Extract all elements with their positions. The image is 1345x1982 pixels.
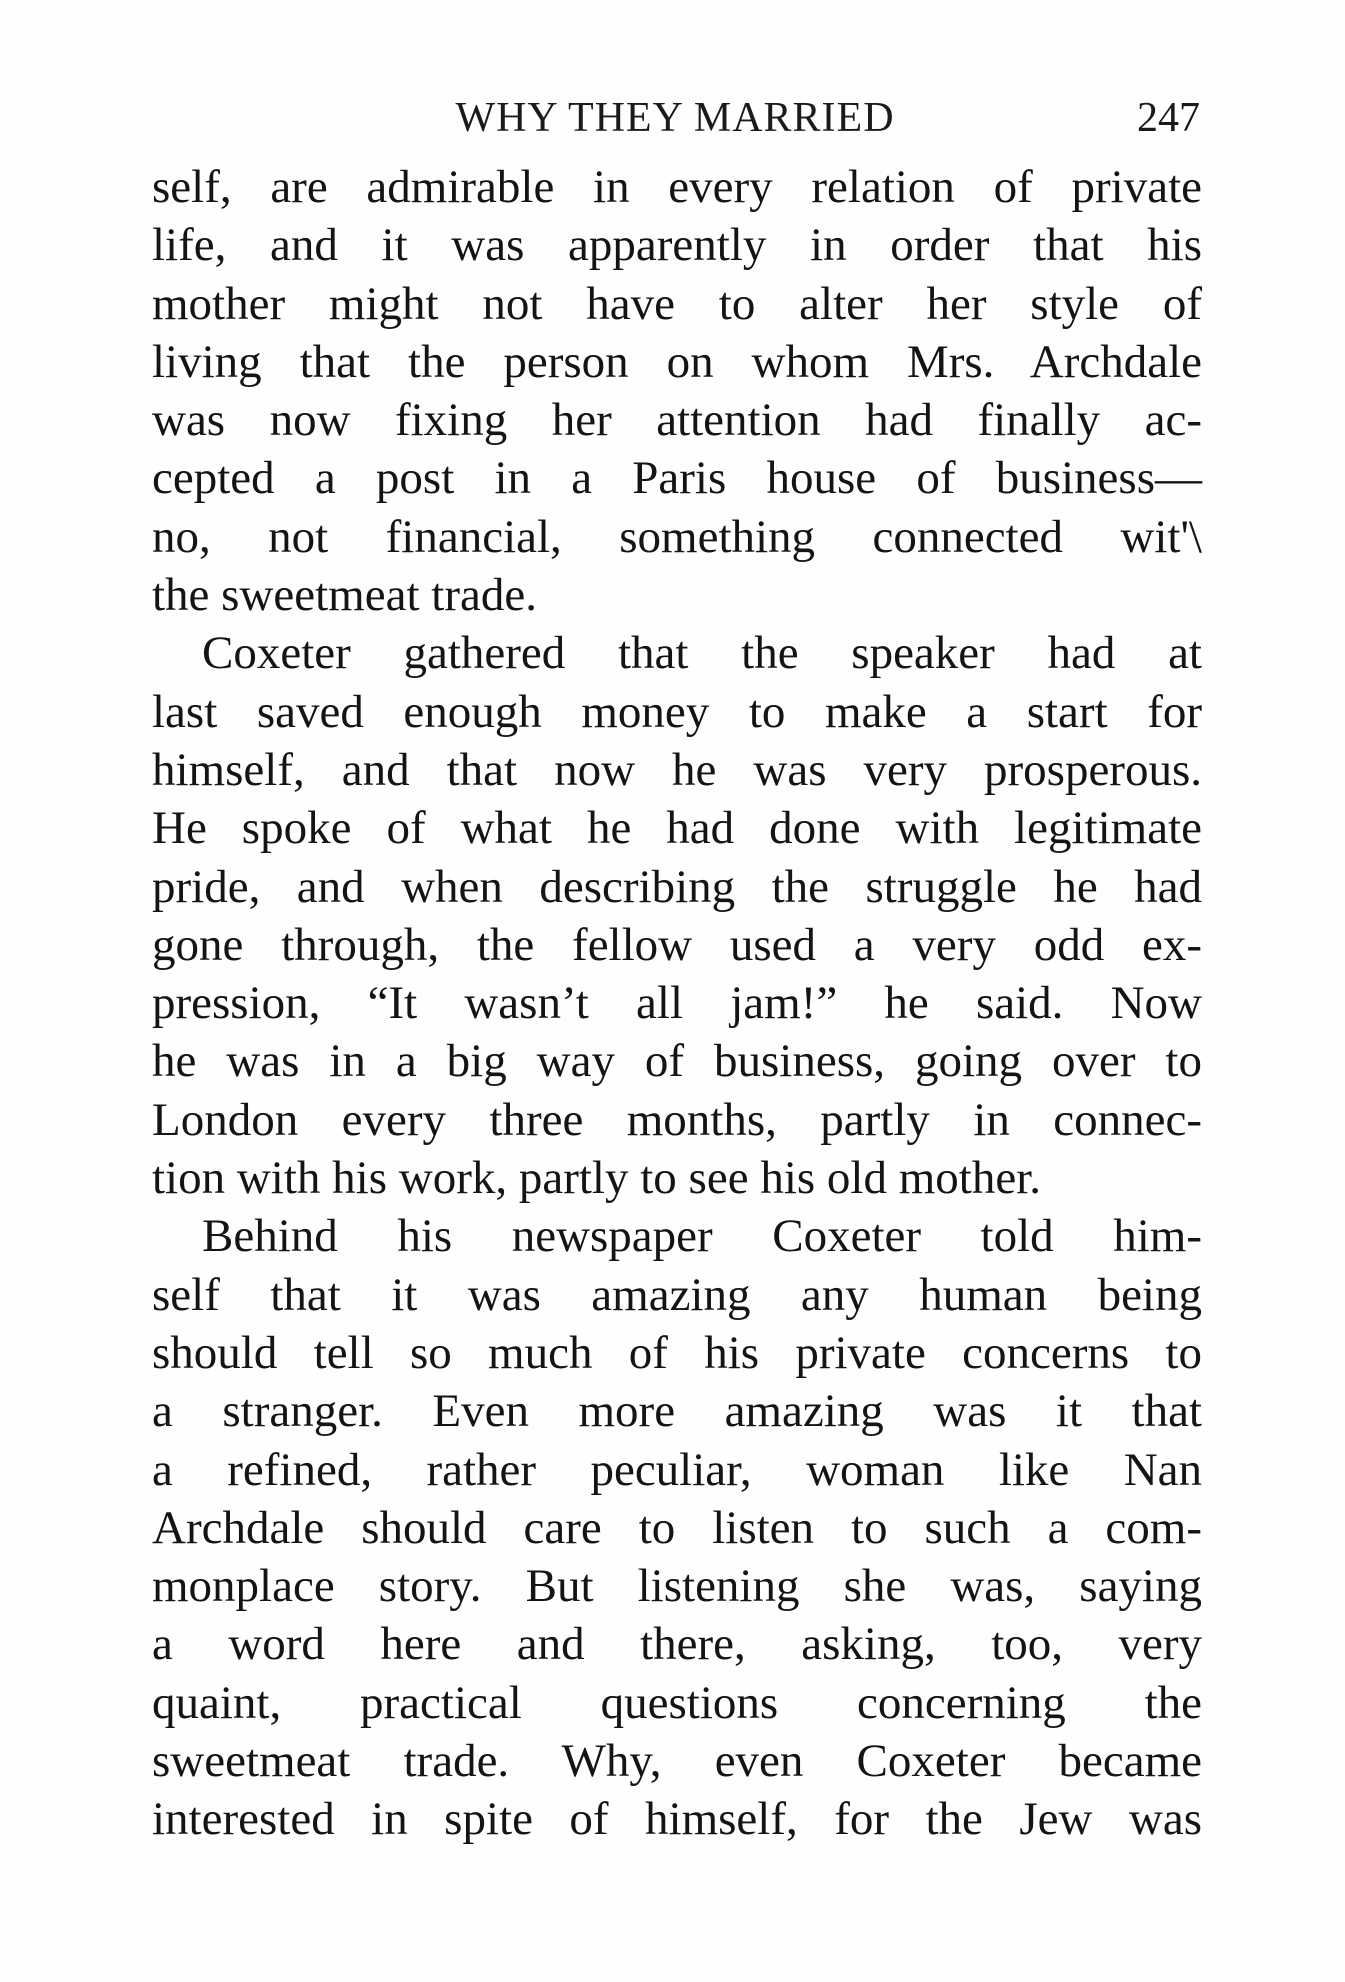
text-line: no, not financial, something connected wit'\ xyxy=(152,510,1202,563)
text-line: interested in spite of himself, for the Jew was xyxy=(152,1793,1202,1846)
text-line: mother might not have to alter her style of xyxy=(152,277,1202,330)
text-line: himself, and that now he was very prosperous. xyxy=(152,743,1202,796)
text-line: should tell so much of his private concerns to xyxy=(152,1326,1202,1379)
text-line: last saved enough money to make a start for xyxy=(152,685,1202,738)
text-line: the sweetmeat trade. xyxy=(152,569,537,622)
text-line: was now fixing her attention had finally ac- xyxy=(152,394,1202,447)
text-line: quaint, practical questions concerning the xyxy=(152,1676,1202,1729)
text-line: a word here and there, asking, too, very xyxy=(152,1618,1202,1671)
text-line: self that it was amazing any human being xyxy=(152,1268,1202,1321)
text-line: cepted a post in a Paris house of business— xyxy=(152,452,1202,505)
text-line: Coxeter gathered that the speaker had at xyxy=(202,627,1202,680)
text-line: self, are admirable in every relation of private xyxy=(152,161,1202,213)
text-line: gone through, the fellow used a very odd ex- xyxy=(152,918,1202,971)
text-line: pression, “It wasn’t all jam!” he said. Now xyxy=(152,977,1202,1030)
text-line: Behind his newspaper Coxeter told him- xyxy=(202,1210,1202,1263)
text-line: He spoke of what he had done with legitimate xyxy=(152,802,1202,855)
text-line: monplace story. But listening she was, saying xyxy=(152,1560,1202,1613)
text-line: sweetmeat trade. Why, even Coxeter became xyxy=(152,1735,1202,1788)
text-line: he was in a big way of business, going over to xyxy=(152,1035,1202,1088)
text-line: a refined, rather peculiar, woman like Nan xyxy=(152,1443,1202,1496)
text-line: Archdale should care to listen to such a com- xyxy=(152,1501,1202,1554)
body-text xyxy=(152,158,1202,1849)
page-number: 247 xyxy=(1137,95,1200,141)
text-line: pride, and when describing the struggle he had xyxy=(152,860,1202,913)
running-title: WHY THEY MARRIED xyxy=(455,95,895,141)
running-head xyxy=(150,88,1200,148)
text-line: London every three months, partly in connec- xyxy=(152,1093,1202,1146)
text-line: tion with his work, partly to see his old mother. xyxy=(152,1152,1042,1205)
text-line: life, and it was apparently in order that his xyxy=(152,219,1202,272)
text-line: a stranger. Even more amazing was it that xyxy=(152,1385,1202,1438)
text-line: living that the person on whom Mrs. Archdale xyxy=(152,335,1202,388)
